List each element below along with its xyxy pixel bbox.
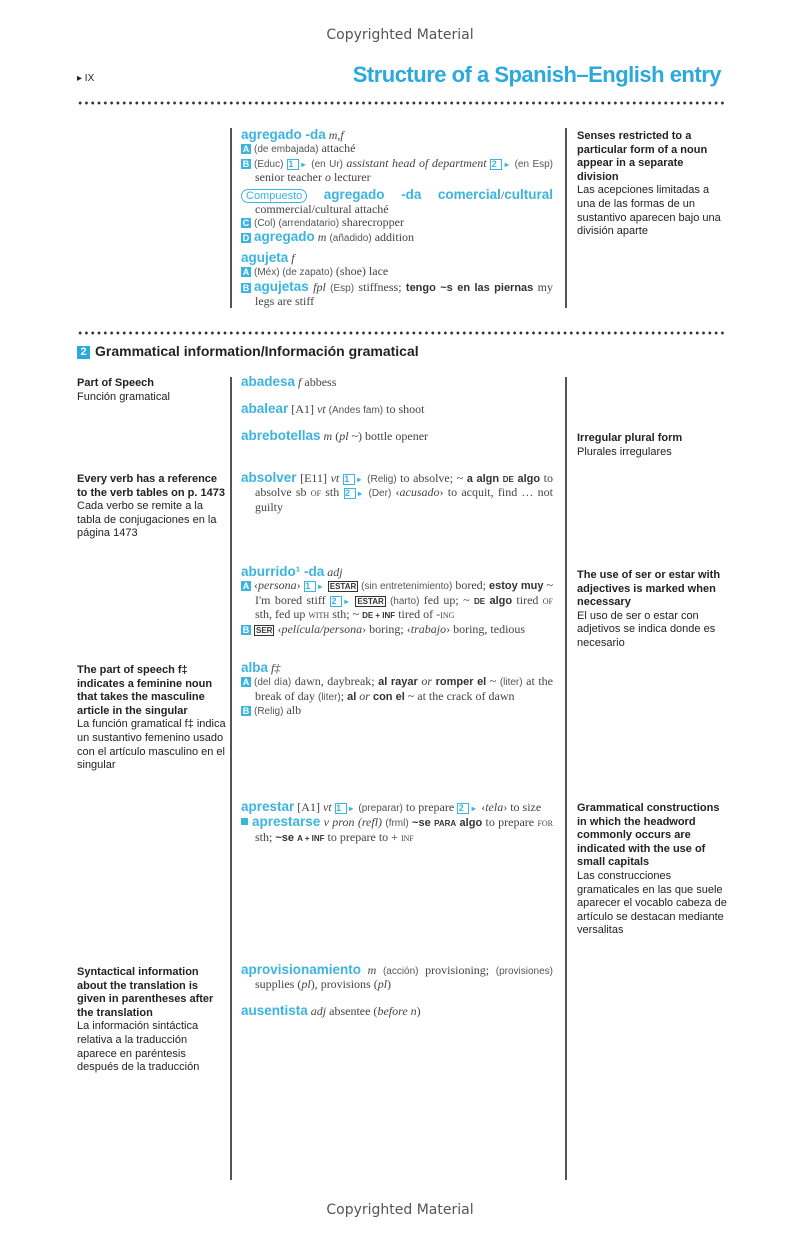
note-heading: Irregular plural form [577,432,683,444]
translation: ( [335,429,340,443]
part-of-speech: pl [339,429,349,443]
headword: aprestarse [252,814,321,830]
entry-line [241,251,553,265]
part-of-speech: adj [324,565,343,579]
construction: DE [473,596,486,606]
phrase: estoy muy [489,580,544,593]
sense-number: 1 ▸ [304,581,316,592]
phrase: algo [485,594,513,607]
headword: alba [241,660,269,675]
small-caps: for [537,817,554,830]
usage-label: (Relig) [363,474,397,485]
translation: at the break of day [255,674,553,703]
part-of-speech: pl [301,977,311,992]
phrase: a algn [466,473,503,485]
part-of-speech: f [288,251,295,265]
column-divider [565,128,567,308]
page-number: ▸ IX [77,73,95,84]
phrase: ~se [275,831,298,844]
column-divider [565,377,567,1180]
translation: ~ [486,674,500,689]
note-text: Las acepciones limitadas a una de las formas de un sustantivo aparecen bajo una división aparte [577,184,721,238]
headword: abrebotellas [241,428,321,443]
entry-line [241,265,553,279]
sense-letter: C [242,218,250,229]
usage-label: (Méx) (de zapato) [254,267,333,279]
sense-letter: A [242,267,250,278]
translation: ‹ [391,485,400,500]
headword: aprestar [241,799,295,814]
translation: ), [310,977,318,992]
entry-abrebotellas [241,429,553,443]
translation: › to acquit, find … not guilty [255,485,553,514]
headword: agujetas [254,278,309,294]
translation: ‹ [478,800,486,814]
headword: agregado -da [241,127,326,142]
phrase: al [347,690,357,703]
translation: › boring, tedious [446,621,526,636]
translation: addition [371,230,415,245]
translation: fed up; ~ [419,592,474,607]
entry-aprestar [241,800,553,845]
translation: senior teacher [255,170,325,185]
entry-agregado [241,128,553,246]
dotted-divider [77,101,724,105]
usage-label: (frml) [385,818,409,830]
page-title: Structure of a Spanish–English entry [352,62,721,87]
entry-line [241,471,553,514]
note-text: Cada verbo se remite a la tabla de conjugaciones en la página 1473 [77,500,217,540]
translation: ~) bottle opener [348,429,429,443]
translation: commercial/cultural attaché [255,201,389,216]
entry-line [241,579,553,622]
entry-alba [241,661,553,719]
part-of-speech: fpl [308,279,331,294]
phrase: con el [372,690,405,703]
entry-agujeta [241,251,553,309]
translation: lecturer [330,170,371,185]
italic-text: película/persona [281,621,363,636]
usage-label: (Relig) [254,706,284,718]
entry-line [241,565,553,579]
part-of-speech: adj [307,1004,327,1018]
sense-number: 2 ▸ [330,596,342,607]
entry-absolver [241,471,553,514]
part-of-speech: vt [316,402,329,416]
translation: [A1] [288,402,317,416]
phrase: tengo ~s en las piernas [405,281,534,294]
copyright-top: Copyrighted Material [326,27,474,43]
sense-letter: B [242,624,250,635]
note-heading: Senses restricted to a particular form of a noun appear in a separate division [577,130,708,183]
usage-label: (en Ur) [307,158,347,170]
headword: aburrido¹ -da [241,564,325,579]
construction: DE + INF [362,611,396,621]
sense-letter: B [242,282,250,293]
italic-text: persona [258,578,297,593]
translation: alb [283,703,302,718]
entry-abalear [241,402,553,417]
part-of-speech: m [361,963,383,977]
italic-text: assistant head of department [346,155,491,170]
right-note [577,802,727,938]
translation: ~ at the crack of dawn [404,688,515,703]
right-note [577,130,727,239]
verb-marker: ESTAR [357,596,384,606]
translation: ‹ [254,578,258,593]
translation: tired [512,592,543,607]
translation: sth; ~ [329,607,363,622]
verb-marker: ESTAR [329,582,357,592]
translation: provisioning; [418,963,496,977]
section-number: 2 [77,346,90,359]
section-title: Grammatical information/Información gramatical [95,343,419,359]
part-of-speech: v pron (refl) [320,815,386,830]
dotted-divider [77,331,724,335]
usage-label: (del día) [254,677,292,689]
note-heading: The part of speech f‡ indicates a feminine noun that takes the masculine article in the singular [77,664,213,717]
headword: agregado [254,229,315,245]
usage-label: (en Esp) [511,158,554,170]
sense-letter: D [242,233,250,244]
translation: ~ I'm bored stiff [255,578,554,607]
column-divider [230,128,232,308]
small-caps: with [308,609,330,622]
right-note [577,569,727,651]
part-of-speech: m,f [325,128,344,142]
translation: abbess [301,375,337,389]
italic-text: or [356,688,373,703]
part-of-speech: f‡ [268,661,281,675]
sense-letter: A [242,581,250,592]
translation: to prepare [482,815,538,830]
translation: dawn, daybreak; [291,674,379,689]
note-heading: Every verb has a reference to the verb tables on p. 1473 [77,473,225,499]
translation: to absolve sb [255,471,553,500]
small-caps: of [310,487,322,500]
left-note [77,966,227,1075]
note-heading: Grammatical constructions in which the headword commonly occurs are indicated with the use of small capitals [577,802,720,869]
translation: (shoe) lace [332,264,389,279]
italic-text: o [324,170,331,185]
column-divider [230,377,232,1180]
part-of-speech: before n [377,1004,417,1018]
verb-marker: SER [256,625,273,635]
part-of-speech: vt [330,471,343,485]
copyright-bottom: Copyrighted Material [326,1202,474,1218]
small-caps: of [542,594,554,607]
phrase: algo [456,817,483,830]
translation: / [500,187,505,202]
entry-abadesa [241,375,553,389]
translation: bored; [452,578,490,593]
section-heading [77,343,419,359]
part-of-speech: vt [322,800,335,814]
entry-aburrido [241,565,553,636]
headword: cultural [504,186,553,202]
headword: abalear [241,401,289,416]
entry-line [241,142,553,156]
entry-line [241,675,553,704]
sense-letter: B [242,706,250,717]
note-text: El uso de ser o estar con adjetivos se indica donde es necesario [577,609,716,649]
usage-label: (preparar) [355,803,403,814]
entry-ausentista [241,1004,553,1018]
entry-line [241,157,553,185]
usage-label: (Col) (arrendatario) [254,218,340,230]
entry-line [241,280,553,309]
sense-number: 2 ▸ [490,159,502,170]
translation: attaché [318,141,356,156]
usage-label: (provisiones) [495,966,553,977]
translation: ) [416,1004,421,1018]
small-caps: inf [400,831,414,844]
italic-text: tela [485,800,504,814]
phrase: al rayar [378,676,418,689]
translation: to absolve; ~ [396,471,467,485]
note-text: Plurales irregulares [577,445,672,458]
left-note [77,664,227,773]
entry-line [241,800,553,815]
subentry-marker [241,818,248,825]
part-of-speech: f [295,375,302,389]
translation: [E11] [296,471,331,485]
headword: abadesa [241,374,296,389]
entry-line [241,1004,553,1018]
translation: to prepare to + [324,829,401,844]
note-heading: Part of Speech [77,377,155,389]
note-text: Función gramatical [77,390,170,403]
entry-aprovisionamiento [241,963,553,992]
sense-letter: A [242,144,250,155]
italic-text: trabajo [410,621,447,636]
translation: to prepare [402,800,458,814]
sense-number: 1 ▸ [335,803,347,814]
translation: [A1] [294,800,323,814]
part-of-speech: m [320,429,336,443]
entry-line [241,429,553,443]
translation: › [296,578,304,593]
usage-label: (de embajada) [254,144,319,156]
translation: my legs are stiff [255,279,553,309]
construction: PARA [434,819,457,829]
usage-label: (Andes fam) [328,405,384,416]
entry-line [241,623,553,636]
translation: sth; [255,829,276,844]
phrase: romper el [435,676,487,689]
entry-line [241,704,553,718]
phrase: algo [513,473,541,485]
translation: sth [321,485,344,500]
entry-line [241,402,553,417]
entry-line [241,128,553,142]
sense-number: 2 ▸ [457,803,469,814]
entry-line [241,963,553,992]
entry-line [241,815,553,845]
headword: absolver [241,470,297,485]
usage-label: (añadido) [329,233,372,245]
small-caps: ing [440,609,455,622]
translation: provisions ( [317,977,378,992]
entry-line [241,375,553,389]
translation: ‹ [274,621,282,636]
part-of-speech: m [314,230,330,245]
usage-label: (Educ) [254,158,287,170]
construction: A + INF [297,833,325,843]
part-of-speech: pl [377,977,388,992]
note-text: La información sintáctica relativa a la traducción aparece en paréntesis después de la traducción [77,1020,200,1074]
usage-label: (Esp) [330,282,355,294]
sense-number: 1 ▸ [343,474,355,485]
translation: absentee ( [326,1004,378,1018]
translation: › boring; ‹ [362,621,411,636]
note-text: Las construcciones gramaticales en las que suele aparecer el vocablo cabeza de artículo se destacan mediante versalitas [577,869,727,937]
translation: tired of - [395,607,441,622]
headword: aprovisionamiento [241,962,362,977]
entry-line [241,188,553,216]
right-note [577,432,727,459]
construction: DE [502,475,514,484]
usage-label: (acción) [382,966,419,977]
phrase: ~se [408,817,435,830]
translation: sharecropper [339,215,404,230]
translation: › to size [503,800,542,814]
headword: agregado -da comercial [307,186,501,202]
entry-line [241,230,553,245]
note-text: La función gramatical f‡ indica un sustantivo femenino usado con el artículo masculino en el singular [77,718,226,772]
entry-line [241,216,553,230]
translation: stiffness; [354,279,406,294]
headword: agujeta [241,250,289,265]
compound-label: Compuesto [241,189,307,203]
italic-text: or [417,674,436,689]
sense-number: 2 ▸ [344,488,356,499]
left-note [77,377,227,404]
sense-number: 1 ▸ [287,159,299,170]
translation: to shoot [383,402,425,416]
italic-text: acusado [399,485,440,500]
note-heading: Syntactical information about the translation is given in parentheses after the translation [77,966,214,1019]
headword: ausentista [241,1003,308,1018]
usage-label: (sin entretenimiento) [358,581,453,593]
usage-label: (Der) [364,488,392,500]
note-heading: The use of ser or estar with adjectives is marked when necessary [577,569,721,609]
translation: supplies ( [255,977,302,992]
translation: ) [387,977,392,992]
usage-label: (liter) [317,691,341,703]
translation: sth, fed up [255,607,309,622]
sense-letter: A [242,677,250,688]
left-note [77,473,227,541]
entry-line [241,661,553,675]
sense-letter: B [242,158,250,169]
translation: ; [340,688,348,703]
usage-label: (harto) [385,595,420,607]
usage-label: (liter) [499,677,523,689]
